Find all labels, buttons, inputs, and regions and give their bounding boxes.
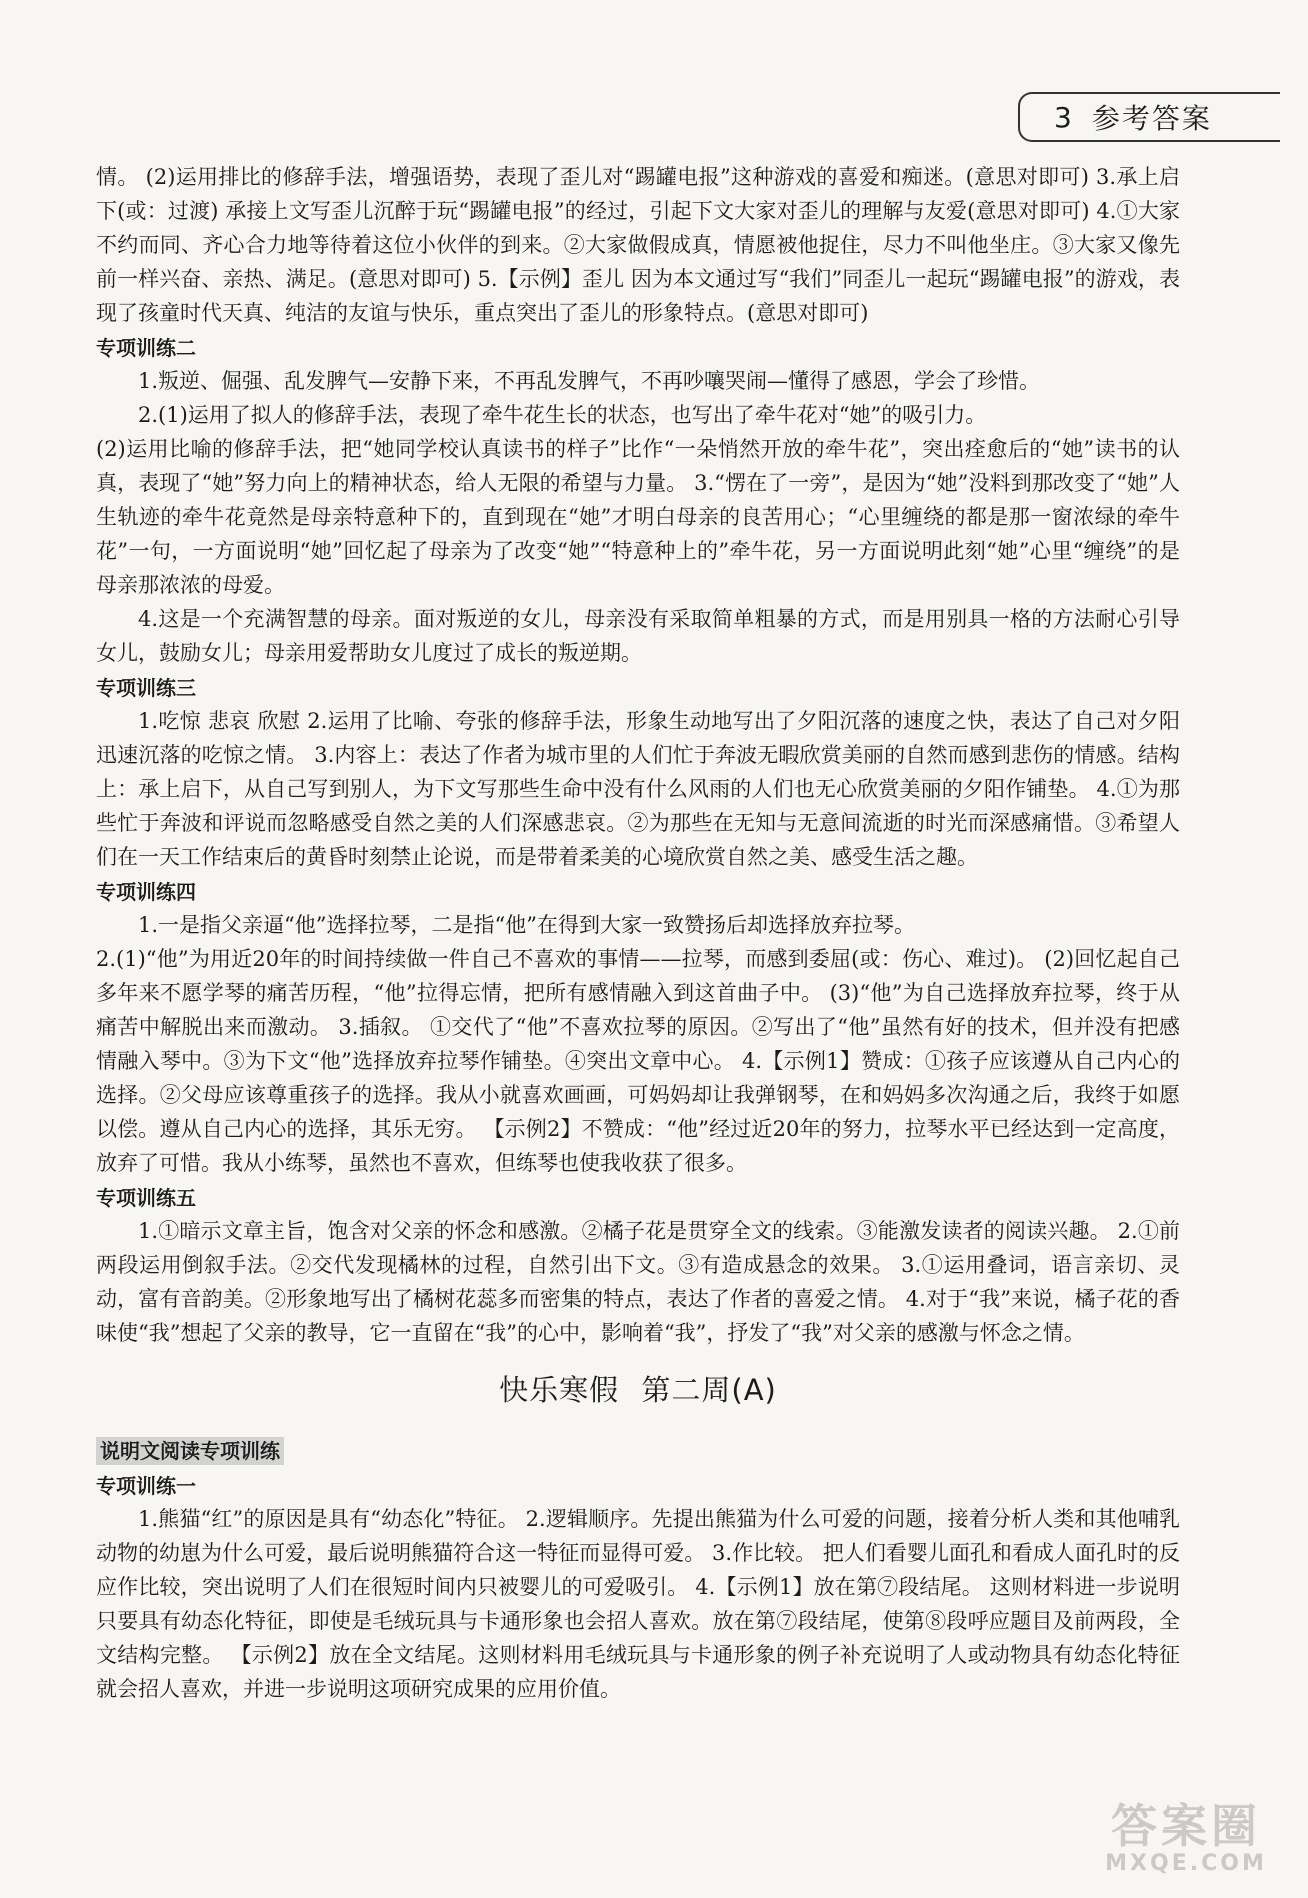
answer-paragraph: 1.吃惊 悲哀 欣慰 2.运用了比喻、夸张的修辞手法，形象生动地写出了夕阳沉落的速度之快，表达了自己对夕阳迅速沉落的吃惊之情。 3.内容上：表达了作者为城市里的人们忙于奔波无暇欣赏美丽的自然而感到悲伤的情感。结构上：承上启下，从自己写到别人，为下文写那些生命中没有什么风雨的人们也无心欣赏美丽的夕阳作铺垫。 4.①为那些忙于奔波和评说而忽略感受自然之美的人们深感悲哀。②为那些在无知与无意间流逝的时光而深感痛惜。③希望人们在一天工作结束后的黄昏时刻禁止论说，而是带着柔美的心境欣赏自然之美、感受生活之趣。 xyxy=(96,709,1180,869)
answer-paragraph: (2)运用比喻的修辞手法，把“她同学校认真读书的样子”比作“一朵悄然开放的牵牛花”，突出痊愈后的“她”读书的认真，表现了“她”努力向上的精神状态，给人无限的希望与力量。 3.“愣在了一旁”，是因为“她”没料到那改变了“她”人生轨迹的牵牛花竟然是母亲特意种下的，直到现在“她”才明白母亲的良苦用心；“心里缠绕的都是那一窗浓绿的牵牛花”一句，一方面说明“她”回忆起了母亲为了改变“她”“特意种上的”牵牛花，另一方面说明此刻“她”心里“缠绕”的是母亲那浓浓的母爱。 xyxy=(96,437,1180,597)
answer-paragraph: 1.熊猫“红”的原因是具有“幼态化”特征。 2.逻辑顺序。先提出熊猫为什么可爱的问题，接着分析人类和其他哺乳动物的幼崽为什么可爱，最后说明熊猫符合这一特征而显得可爱。 3.作比较。 把人们看婴儿面孔和看成人面孔时的反应作比较，突出说明了人们在很短时间内只被婴儿的可爱吸引。 4.【示例1】放在第⑦段结尾。 这则材料进一步说明只要具有幼态化特征，即使是毛绒玩具与卡通形象也会招人喜欢。放在第⑦段结尾，使第⑧段呼应题目及前两段，全文结构完整。 【示例2】放在全文结尾。这则材料用毛绒玩具与卡通形象的例子补充说明了人或动物具有幼态化特征就会招人喜欢，并进一步说明这项研究成果的应用价值。 xyxy=(96,1507,1180,1701)
section-title: 专项训练五 xyxy=(96,1186,196,1210)
answer-paragraph: 2.(1)“他”为用近20年的时间持续做一件自己不喜欢的事情——拉琴，而感到委屈(或：伤心、难过)。 (2)回忆起自己多年来不愿学琴的痛苦历程，“他”拉得忘情，把所有感情融入到这首曲子中。 (3)“他”为自己选择放弃拉琴，终于从痛苦中解脱出来而激动。 3.插叙。 ①交代了“他”不喜欢拉琴的原因。②写出了“他”虽然有好的技术，但并没有把感情融入琴中。③为下文“他”选择放弃拉琴作铺垫。④突出文章中心。 4.【示例1】赞成：①孩子应该遵从自己内心的选择。②父母应该尊重孩子的选择。我从小就喜欢画画，可妈妈却让我弹钢琴，在和妈妈多次沟通之后，我终于如愿以偿。遵从自己内心的选择，其乐无穷。 【示例2】不赞成：“他”经过近20年的努力，拉琴水平已经达到一定高度，放弃了可惜。我从小练琴，虽然也不喜欢，但练琴也使我收获了很多。 xyxy=(96,947,1180,1175)
sections-part1 xyxy=(96,332,1180,1350)
week-title xyxy=(96,1368,1180,1412)
section-title: 专项训练四 xyxy=(96,880,196,904)
category-tag-row xyxy=(96,1434,1180,1468)
intro-block xyxy=(96,160,1180,330)
page-number: 3 xyxy=(1054,100,1074,134)
answer-paragraph: 1.一是指父亲逼“他”选择拉琴，二是指“他”在得到大家一致赞扬后却选择放弃拉琴。 xyxy=(138,913,915,937)
section-title: 专项训练二 xyxy=(96,336,196,360)
answer-content xyxy=(96,160,1180,1706)
category-tag: 说明文阅读专项训练 xyxy=(96,1437,284,1465)
answer-paragraph: 1.叛逆、倔强、乱发脾气—安静下来，不再乱发脾气，不再吵嚷哭闹—懂得了感恩，学会了珍惜。 xyxy=(138,369,1041,393)
section-block xyxy=(96,876,1180,1180)
watermark xyxy=(1086,1800,1286,1880)
section-block xyxy=(96,672,1180,874)
answer-paragraph: 1.①暗示文章主旨，饱含对父亲的怀念和感激。②橘子花是贯穿全文的线索。③能激发读者的阅读兴趣。 2.①前两段运用倒叙手法。②交代发现橘林的过程，自然引出下文。③有造成悬念的效果。 3.①运用叠词，语言亲切、灵动，富有音韵美。②形象地写出了橘树花蕊多而密集的特点，表达了作者的喜爱之情。 4.对于“我”来说，橘子花的香味使“我”想起了父亲的教导，它一直留在“我”的心中，影响着“我”，抒发了“我”对父亲的感激与怀念之情。 xyxy=(96,1219,1180,1345)
section-block xyxy=(96,1182,1180,1350)
sections-part2 xyxy=(96,1470,1180,1706)
section-block xyxy=(96,1470,1180,1706)
watermark-main: 答案圈 xyxy=(1111,1799,1261,1853)
intro-paragraph: 情。 (2)运用排比的修辞手法，增强语势，表现了歪儿对“踢罐电报”这种游戏的喜爱和痴迷。(意思对即可) 3.承上启下(或：过渡) 承接上文写歪儿沉醉于玩“踢罐电报”的经过，引起下文大家对歪儿的理解与友爱(意思对即可) 4.①大家不约而同、齐心合力地等待着这位小伙伴的到来。②大家做假成真，情愿被他捉住，尽力不叫他坐庄。③大家又像先前一样兴奋、亲热、满足。(意思对即可) 5.【示例】歪儿 因为本文通过写“我们”同歪儿一起玩“踢罐电报”的游戏，表现了孩童时代天真、纯洁的友谊与快乐，重点突出了歪儿的形象特点。(意思对即可) xyxy=(96,165,1180,325)
answer-paragraph: 2.(1)运用了拟人的修辞手法，表现了牵牛花生长的状态，也写出了牵牛花对“她”的吸引力。 xyxy=(138,403,987,427)
week-title-left: 快乐寒假 xyxy=(499,1373,620,1407)
page-header xyxy=(1018,92,1280,142)
section-title: 专项训练一 xyxy=(96,1474,196,1498)
answer-paragraph: 4.这是一个充满智慧的母亲。面对叛逆的女儿，母亲没有采取简单粗暴的方式，而是用别具一格的方法耐心引导女儿，鼓励女儿；母亲用爱帮助女儿度过了成长的叛逆期。 xyxy=(96,607,1180,665)
section-title: 专项训练三 xyxy=(96,676,196,700)
week-title-right: 第二周(A) xyxy=(641,1373,777,1407)
page-header-title: 参考答案 xyxy=(1091,102,1212,135)
watermark-sub: MXQE.COM xyxy=(1105,1851,1267,1876)
section-block xyxy=(96,332,1180,670)
